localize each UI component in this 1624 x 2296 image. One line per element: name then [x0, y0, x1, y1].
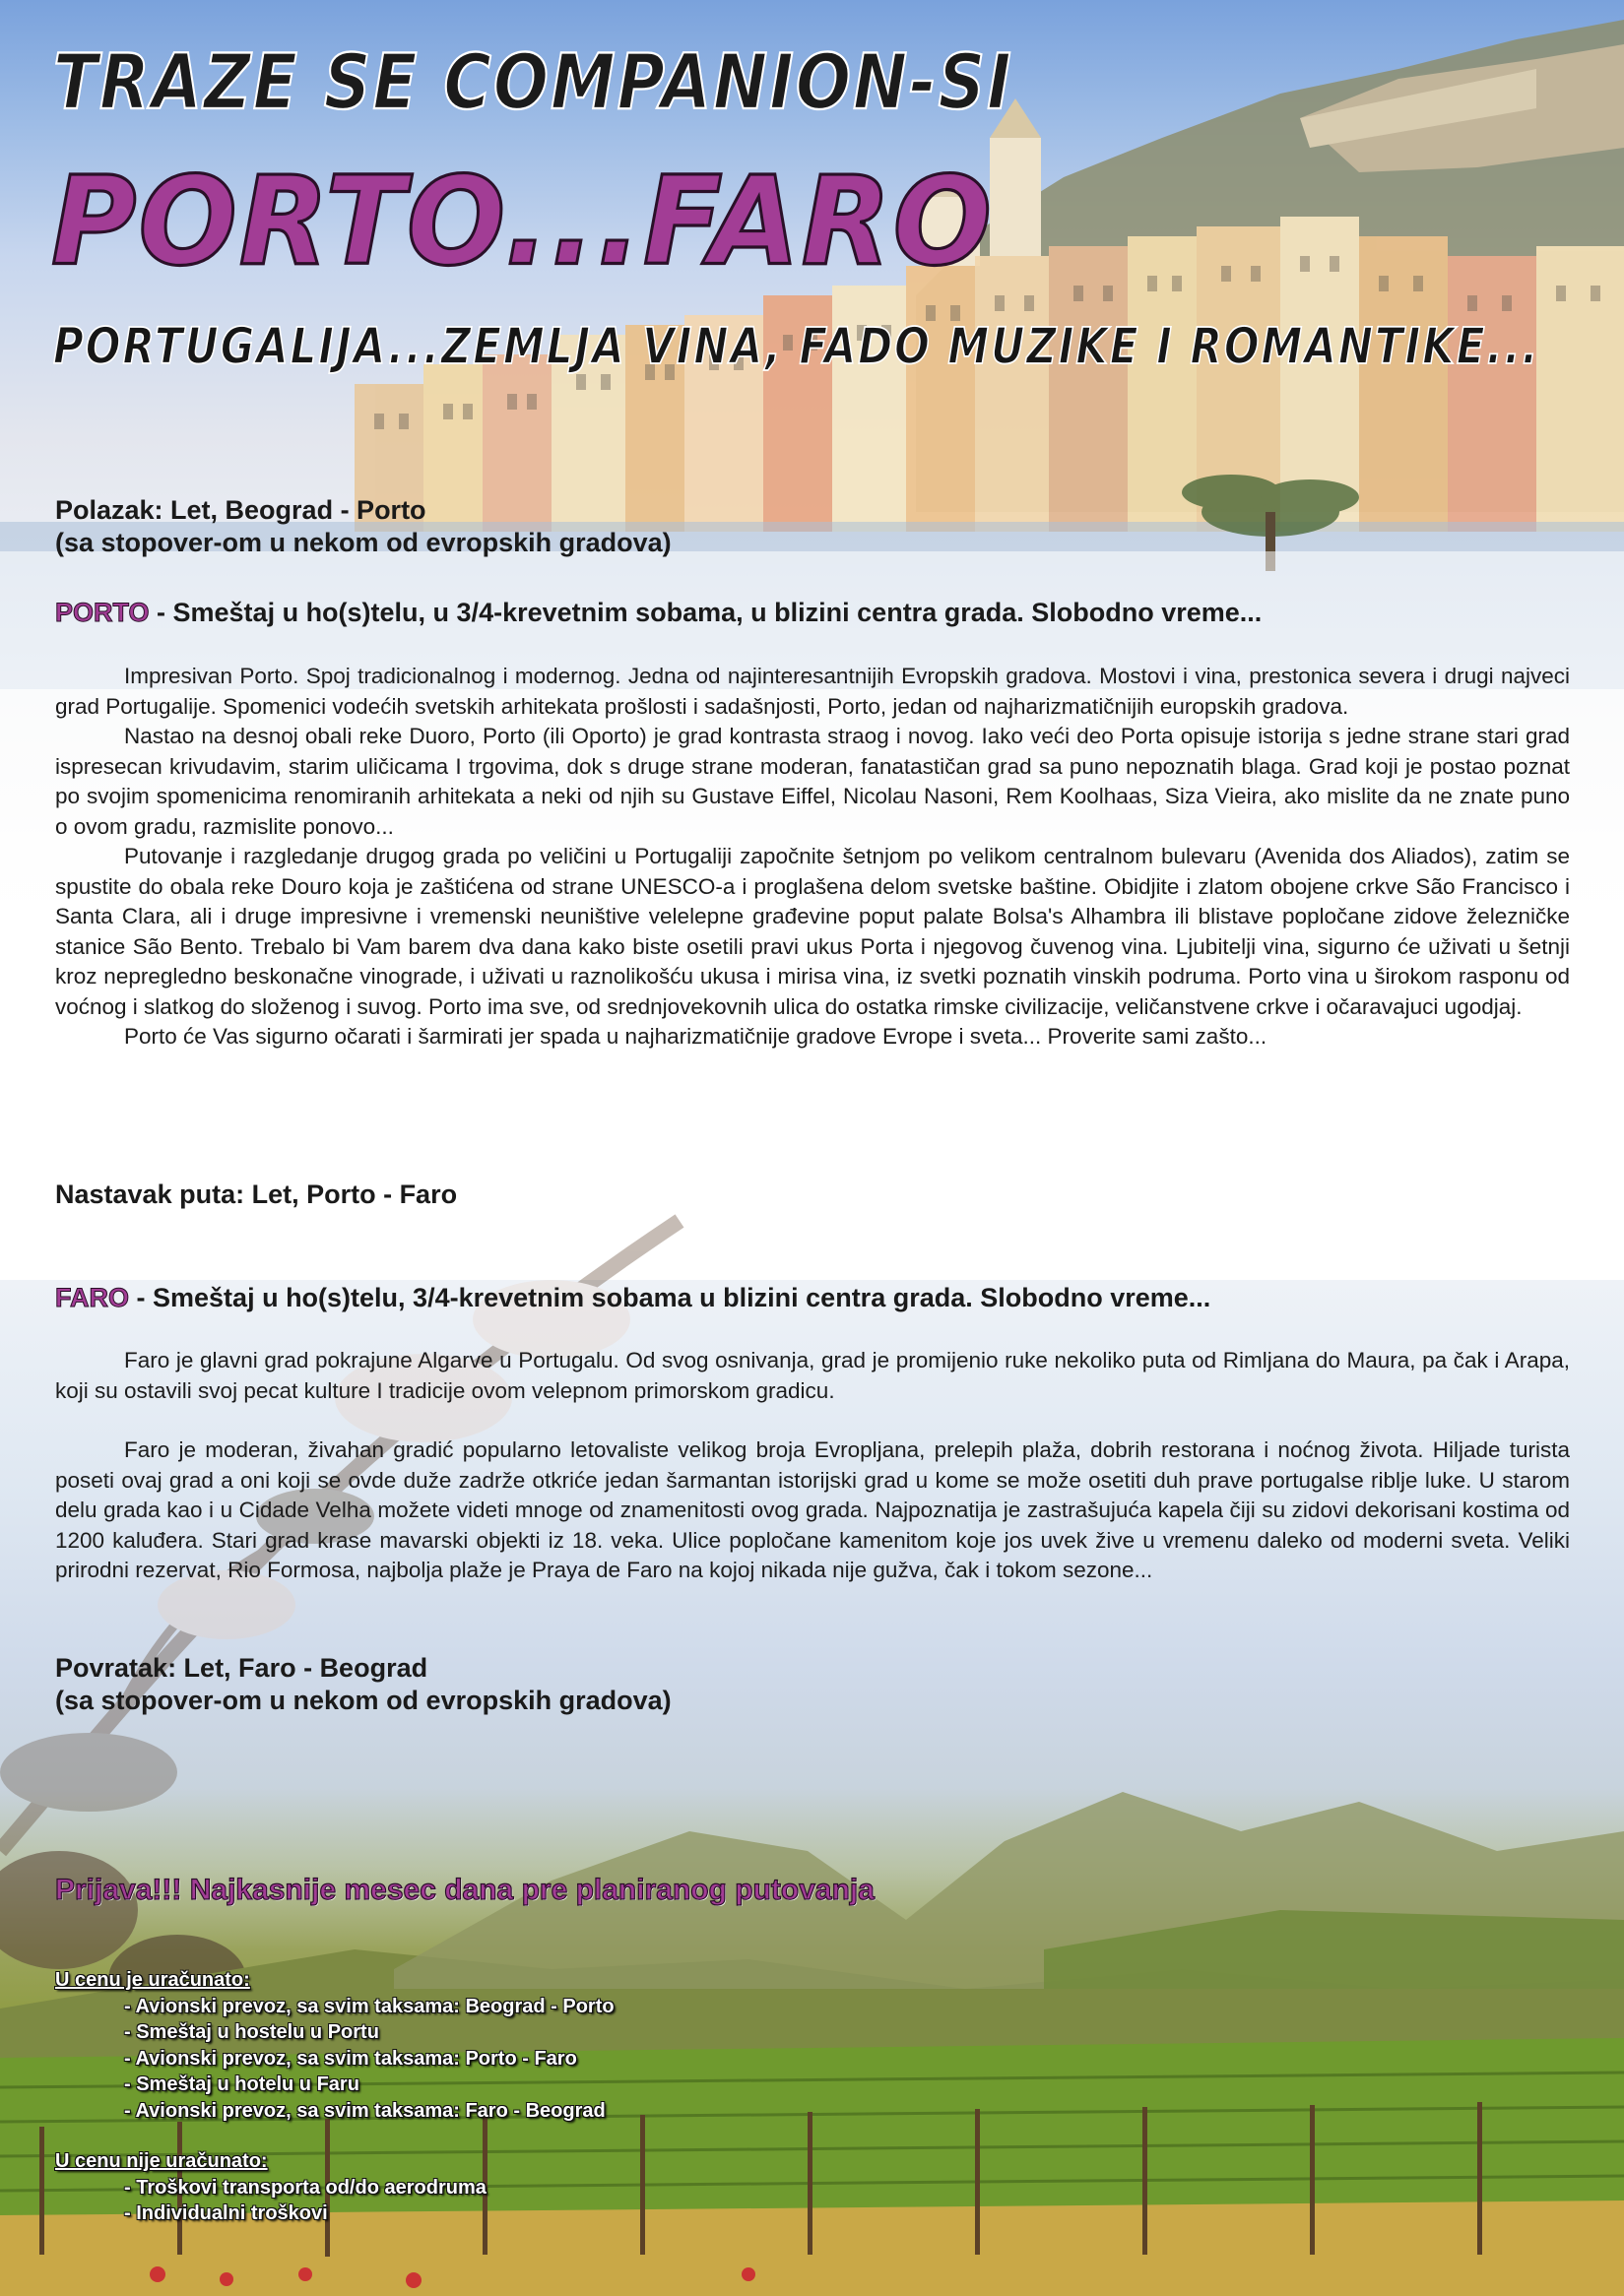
headline-portugal-tagline: PORTUGALIJA...ZEMLJA VINA, FADO MUZIKE I ROMANTIKE... — [53, 317, 1540, 375]
faro-history — [55, 1346, 1570, 1406]
porto-paragraph: Porto će Vas sigurno očarati i šarmirati jer spada u najharizmatičnije gradove Evrope i sveta... Proverite sami zašto... — [124, 1024, 1267, 1049]
included-title: U cenu je uračunato: — [55, 1969, 250, 1991]
return-info — [55, 1652, 672, 1717]
list-item: - Individualni troškovi — [124, 2200, 487, 2227]
list-item: - Smeštaj u hotelu u Faru — [124, 2072, 615, 2098]
porto-paragraph: Nastao na desnoj obali reke Duoro, Porto (ili Oporto) je grad kontrasta straog i novog. Iako veći deo Porta opisuje istorija s jedne strane stari grad ispresecan krivudavim, starim uličicama I trgovima, dok s druge strane moderan, fanatastičan grad sa puno nepoznatih blaga. Grad koji je postao poznat po svojim spomenicima renomiranih arhitekata a neki od njih su Gustave Eiffel, Nicolau Nasoni, Rem Koolhaas, Siza Vieira, ako mislite da ne znate puno o ovom gradu, razmislite ponovo... — [55, 724, 1570, 839]
porto-heading-text: - Smeštaj u ho(s)telu, u 3/4-krevetnim sobama, u blizini centra grada. Slobodno vreme... — [149, 598, 1263, 627]
departure-line: Polazak: Let, Beograd - Porto — [55, 495, 426, 525]
price-included — [55, 1967, 615, 2124]
porto-description — [55, 662, 1570, 1052]
porto-paragraph: Putovanje i razgledanje drugog grada po veličini u Portugaliji započnite šetnjom po velikom centralnom bulevaru (Avenida dos Aliados), zatim se spustite do obala reke Douro koja je zaštićena od strane UNESCO-a i proglašena delom svetske baštine. Obidjite i zlatom obojene crkve São Francisco i Santa Clara, ali i druge impresivne i vremenski neuništive velelepne građevine poput palate Bolsa's Alhambra ili blistave popločane zidove železničke stanice São Bento. Trebalo bi Vam barem dva dana kako biste osetili pravi ukus Porta i njegovog čuvenog vina. Ljubitelji vina, sigurno će uživati u šetnji kroz nepregledno beskonačne vinograde, i uživati u raznolikošću ukusa i mirisa vina, iz svetki poznatih vinskih podruma. Porto vina u širokom rasponu od voćnog i slatkog do složenog i suvog. Porto ima sve, od srednjovekovnih ulica do ostatka rimske civilizacije, veličanstvene crkve i očaravajuci ugodjaj. — [55, 844, 1570, 1019]
departure-info — [55, 494, 672, 559]
headline-porto-faro: PORTO...FARO — [51, 150, 994, 292]
list-item: - Avionski prevoz, sa svim taksama: Porto - Faro — [124, 2046, 615, 2073]
faro-paragraph: Faro je glavni grad pokrajune Algarve u Portugalu. Od svog osnivanja, grad je promijenio ruke nekoliko puta od Rimljana do Maura, pa čak i Arapa, koji su ostavili svoj pecat kulture I tradicije ovom velepnom primorskom gradicu. — [55, 1348, 1570, 1403]
porto-tag: PORTO — [55, 598, 150, 627]
porto-heading — [55, 597, 1262, 629]
continuation-line: Nastavak puta: Let, Porto - Faro — [55, 1180, 458, 1209]
return-line: Povratak: Let, Faro - Beograd — [55, 1653, 428, 1683]
faro-description — [55, 1435, 1570, 1586]
list-item: - Troškovi transporta od/do aerodruma — [124, 2175, 487, 2201]
not-included-list — [55, 2175, 487, 2227]
faro-tag: FARO — [55, 1283, 130, 1312]
included-list — [55, 1994, 615, 2125]
registration-deadline: Prijava!!! Najkasnije mesec dana pre planiranog putovanja — [55, 1874, 875, 1906]
return-stopover: (sa stopover-om u nekom od evropskih gradova) — [55, 1686, 672, 1715]
faro-heading-text: - Smeštaj u ho(s)telu, 3/4-krevetnim sobama u blizini centra grada. Slobodno vreme... — [129, 1283, 1211, 1312]
departure-stopover: (sa stopover-om u nekom od evropskih gradova) — [55, 528, 672, 557]
list-item: - Avionski prevoz, sa svim taksama: Beograd - Porto — [124, 1994, 615, 2020]
not-included-title: U cenu nije uračunato: — [55, 2150, 268, 2172]
price-not-included — [55, 2148, 487, 2227]
faro-heading — [55, 1282, 1210, 1314]
list-item: - Avionski prevoz, sa svim taksama: Faro - Beograd — [124, 2098, 615, 2125]
faro-paragraph: Faro je moderan, živahan gradić popularno letovaliste velikog broja Evropljana, prelepih plaža, dobrih restorana i noćnog života. Hiljade turista poseti ovaj grad a oni koji se ovde duže zadrže otkriće jedan šarmantan istorijski grad u kome se može osetiti duh prave portugalse riblje luke. U starom delu grada kao i u Cidade Velha možete videti mnoge od znamenitosti ovog grada. Najpoznatija je zastrašujuća kapela čiji su zidovi dekorisani kostima od 1200 kaluđera. Stari grad krase mavarski objekti iz 18. veka. Ulice popločane kamenitom koje jos uvek žive u vremenu daleko od moderni sveta. Veliki prirodni rezervat, Rio Formosa, najbolja plaže je Praya de Faro na kojoj nikada nije gužva, čak i tokom sezone... — [55, 1437, 1570, 1582]
list-item: - Smeštaj u hostelu u Portu — [124, 2019, 615, 2046]
headline-companion: TRAZE SE COMPANION-SI — [53, 37, 1013, 127]
porto-paragraph: Impresivan Porto. Spoj tradicionalnog i modernog. Jedna od najinteresantnijih Evropskih gradova. Mostovi i vina, prestonica severa i drugi najveci grad Portugalije. Spomenici vodećih svetskih arhitekata prošlosti i sadašnjosti, Porto, jedan od najharizmatičnijih europskih gradova. — [55, 664, 1570, 719]
